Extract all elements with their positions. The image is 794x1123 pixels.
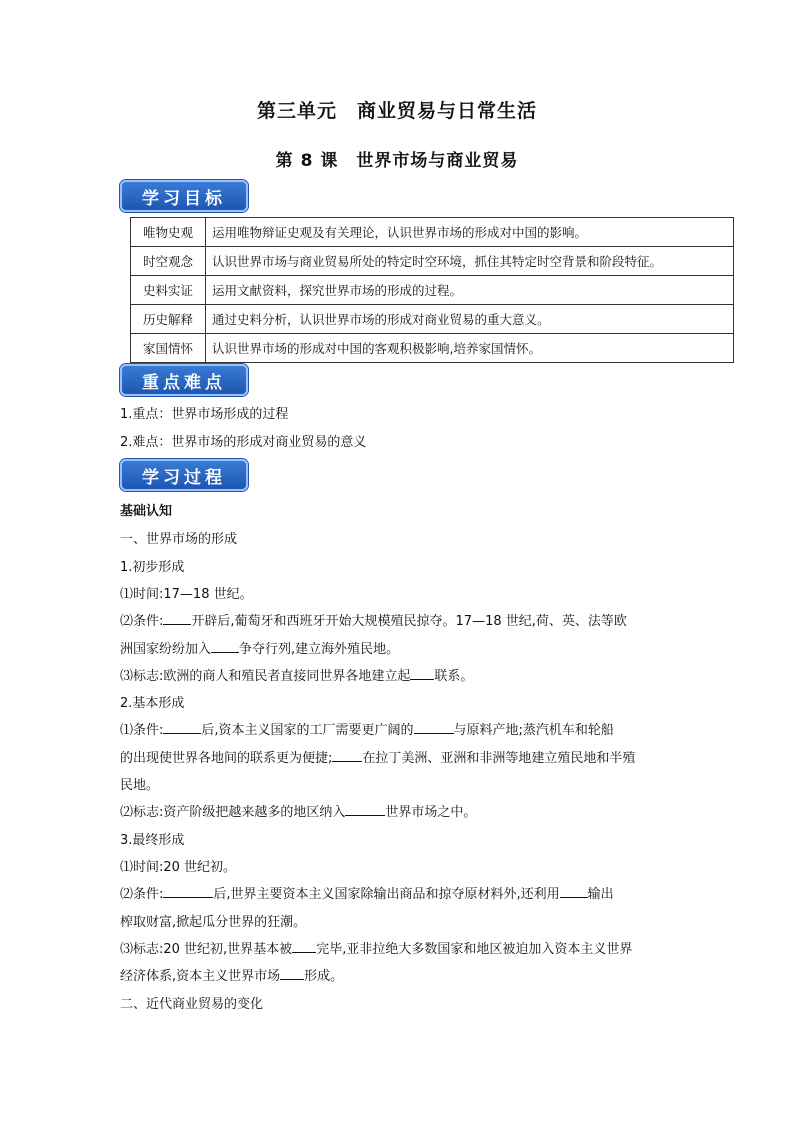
key-point-item: 1.重点：世界市场形成的过程 <box>120 407 289 422</box>
goal-description: 运用唯物辩证史观及有关理论，认识世界市场的形成对中国的影响。 <box>206 218 734 247</box>
table-row <box>131 247 734 276</box>
goal-category: 史料实证 <box>131 276 206 305</box>
text-line <box>120 665 473 684</box>
fill-blank[interactable] <box>163 883 213 898</box>
text-line <box>120 610 627 629</box>
fill-blank[interactable] <box>163 719 201 734</box>
fill-blank[interactable] <box>163 610 191 625</box>
text-segment: ⑶标志:20 世纪初,世界基本被 <box>120 942 293 957</box>
goal-description: 运用文献资料，探究世界市场的形成的过程。 <box>206 276 734 305</box>
goal-category: 家国情怀 <box>131 334 206 363</box>
text-line: 榨取财富,掀起瓜分世界的狂潮。 <box>120 915 307 930</box>
text-segment: 后,资本主义国家的工厂需要更广阔的 <box>201 723 414 738</box>
fill-blank[interactable] <box>332 747 362 762</box>
subsection-heading: 2.基本形成 <box>120 696 185 711</box>
goal-description: 认识世界市场与商业贸易所处的特定时空环境，抓住其特定时空背景和阶段特征。 <box>206 247 734 276</box>
table-row <box>131 334 734 363</box>
text-segment: 后,世界主要资本主义国家除输出商品和掠夺原材料外,还利用 <box>213 887 560 902</box>
text-line: ⑴时间:17—18 世纪。 <box>120 587 253 602</box>
text-line <box>120 747 635 766</box>
subsection-heading: 3.最终形成 <box>120 833 185 848</box>
text-segment: 与原料产地;蒸汽机车和轮船 <box>453 723 614 738</box>
goal-description: 认识世界市场的形成对中国的客观积极影响,培养家国情怀。 <box>206 334 734 363</box>
text-segment: 完毕,亚非拉绝大多数国家和地区被迫加入资本主义世界 <box>316 942 633 957</box>
lesson-title: 第 8 课 世界市场与商业贸易 <box>275 151 519 171</box>
text-line <box>120 938 632 957</box>
text-line <box>120 638 399 657</box>
section-heading-2: 二、近代商业贸易的变化 <box>120 997 264 1012</box>
text-segment: 经济体系,资本主义世界市场 <box>120 969 281 984</box>
fill-blank[interactable] <box>211 638 239 653</box>
fill-blank[interactable] <box>410 665 434 680</box>
fill-blank[interactable] <box>280 965 304 980</box>
text-segment: 洲国家纷纷加入 <box>120 642 212 657</box>
text-segment: 联系。 <box>434 669 474 684</box>
goal-category: 唯物史观 <box>131 218 206 247</box>
banner-learning-process: 学习过程 <box>120 459 248 491</box>
goals-table <box>130 217 734 363</box>
text-segment: 的出现使世界各地间的联系更为便捷; <box>120 751 333 766</box>
goal-category: 时空观念 <box>131 247 206 276</box>
text-line <box>120 965 343 984</box>
fill-blank[interactable] <box>345 801 385 816</box>
text-line: ⑴时间:20 世纪初。 <box>120 860 237 875</box>
goal-description: 通过史料分析，认识世界市场的形成对商业贸易的重大意义。 <box>206 305 734 334</box>
banner-key-points: 重点难点 <box>120 364 248 396</box>
text-segment: 开辟后,葡萄牙和西班牙开始大规模殖民掠夺。17—18 世纪,荷、英、法等欧 <box>191 614 627 629</box>
text-segment: 世界市场之中。 <box>385 805 477 820</box>
fill-blank[interactable] <box>414 719 454 734</box>
fill-blank[interactable] <box>292 938 316 953</box>
unit-title: 第三单元 商业贸易与日常生活 <box>256 100 537 122</box>
text-segment: ⑵条件: <box>120 614 164 629</box>
text-line <box>120 801 476 820</box>
text-segment: ⑴条件: <box>120 723 164 738</box>
subsection-heading: 1.初步形成 <box>120 560 185 575</box>
text-segment: 输出 <box>587 887 614 902</box>
text-line <box>120 883 614 902</box>
text-segment: ⑵条件: <box>120 887 164 902</box>
goal-category: 历史解释 <box>131 305 206 334</box>
text-segment: 形成。 <box>304 969 344 984</box>
text-segment: ⑶标志:欧洲的商人和殖民者直接同世界各地建立起 <box>120 669 411 684</box>
section-heading-basic: 基础认知 <box>120 504 173 519</box>
fill-blank[interactable] <box>560 883 588 898</box>
difficulty-item: 2.难点：世界市场的形成对商业贸易的意义 <box>120 435 367 450</box>
text-line <box>120 719 614 738</box>
text-segment: 争夺行列,建立海外殖民地。 <box>239 642 400 657</box>
table-row <box>131 305 734 334</box>
banner-learning-goals: 学习目标 <box>120 180 248 212</box>
section-heading-1: 一、世界市场的形成 <box>120 532 238 547</box>
table-row <box>131 218 734 247</box>
text-line: 民地。 <box>120 778 160 793</box>
text-segment: 在拉丁美洲、亚洲和非洲等地建立殖民地和半殖 <box>362 751 636 766</box>
text-segment: ⑵标志:资产阶级把越来越多的地区纳入 <box>120 805 346 820</box>
table-row <box>131 276 734 305</box>
